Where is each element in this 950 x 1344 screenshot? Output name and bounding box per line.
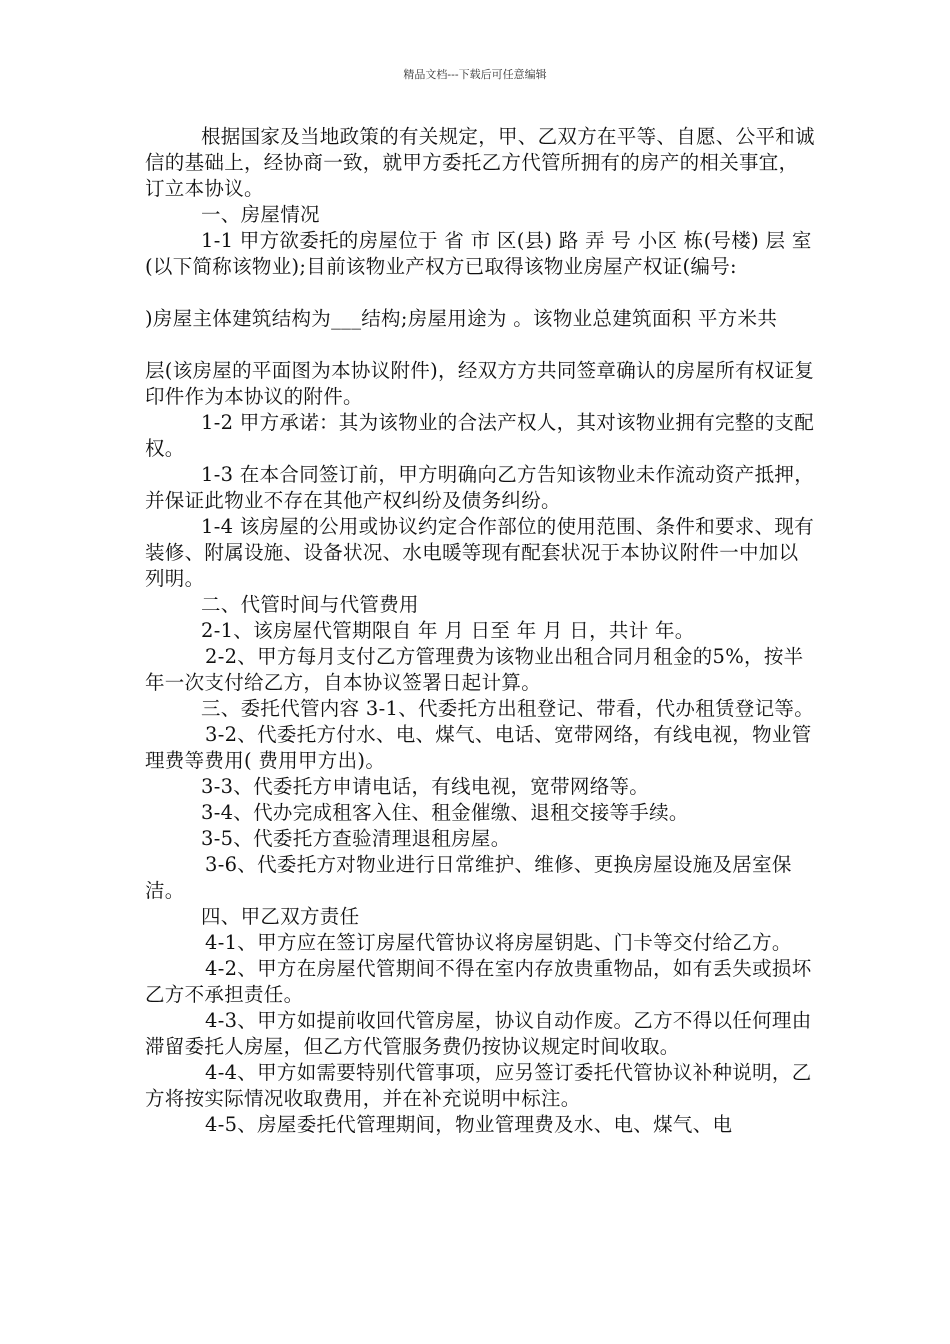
- section-heading-1: 一、房屋情况: [201, 203, 320, 226]
- paragraph-1-4: 1-4 该房屋的公用或协议约定合作部位的使用范围、条件和要求、现有装修、附属设施、设备状况、水电暖等现有配套状况于本协议附件一中加以列明。: [145, 515, 815, 590]
- blank-line: [145, 332, 817, 358]
- paragraph-1-1: 1-1 甲方欲委托的房屋位于 省 市 区(县) 路 弄 号 小区 栋(号楼) 层 室(以下简称该物业);目前该物业产权方已取得该物业房屋产权证(编号:: [145, 229, 812, 278]
- paragraph-3-2: 3-2、代委托方付水、电、煤气、电话、宽带网络，有线电视，物业管理费等费用( 费用甲方出)。: [145, 723, 812, 772]
- paragraph-1-2: 1-2 甲方承诺：其为该物业的合法产权人，其对该物业拥有完整的支配权。: [145, 411, 815, 460]
- blank-line: [145, 280, 817, 306]
- paragraph-4-4: 4-4、甲方如需要特别代管事项，应另签订委托代管协议补种说明，乙方将按实际情况收取费用，并在补充说明中标注。: [145, 1061, 812, 1110]
- paragraph-2-1: 2-1、该房屋代管期限自 年 月 日至 年 月 日，共计 年。: [201, 619, 695, 642]
- page-header: 精品文档---下载后可任意编辑: [403, 68, 547, 81]
- paragraph-floors: 层(该房屋的平面图为本协议附件)，经双方方共同签章确认的房屋所有权证复印件作为本协议的附件。: [145, 359, 815, 408]
- paragraph-4-5: 4-5、房屋委托代管理期间，物业管理费及水、电、煤气、电: [205, 1113, 733, 1136]
- paragraph-4-1: 4-1、甲方应在签订房屋代管协议将房屋钥匙、门卡等交付给乙方。: [205, 931, 792, 954]
- paragraph-intro: 根据国家及当地政策的有关规定，甲、乙双方在平等、自愿、公平和诚信的基础上，经协商一致，就甲方委托乙方代管所拥有的房产的相关事宜，订立本协议。: [145, 125, 815, 200]
- section-heading-3: 三、委托代管内容 3-1、代委托方出租登记、带看，代办租赁登记等。: [201, 697, 815, 720]
- paragraph-1-3: 1-3 在本合同签订前，甲方明确向乙方告知该物业未作流动资产抵押，并保证此物业不存在其他产权纠纷及债务纠纷。: [145, 463, 815, 512]
- paragraph-3-4: 3-4、代办完成租客入住、租金催缴、退租交接等手续。: [201, 801, 689, 824]
- paragraph-structure: )房屋主体建筑结构为___结构;房屋用途为 。该物业总建筑面积 平方米共: [145, 307, 778, 330]
- section-heading-4: 四、甲乙双方责任: [201, 905, 360, 928]
- paragraph-3-5: 3-5、代委托方查验清理退租房屋。: [201, 827, 511, 850]
- paragraph-3-6: 3-6、代委托方对物业进行日常维护、维修、更换房屋设施及居室保洁。: [145, 853, 792, 902]
- section-heading-2: 二、代管时间与代管费用: [201, 593, 419, 616]
- paragraph-4-3: 4-3、甲方如提前收回代管房屋，协议自动作废。乙方不得以任何理由滞留委托人房屋，但乙方代管服务费仍按协议规定时间收取。: [145, 1009, 812, 1058]
- paragraph-2-2: 2-2、甲方每月支付乙方管理费为该物业出租合同月租金的5%，按半年一次支付给乙方，自本协议签署日起计算。: [145, 645, 804, 694]
- document-body: [145, 124, 817, 1138]
- paragraph-3-3: 3-3、代委托方申请电话，有线电视，宽带网络等。: [201, 775, 650, 798]
- paragraph-4-2: 4-2、甲方在房屋代管期间不得在室内存放贵重物品，如有丢失或损坏乙方不承担责任。: [145, 957, 812, 1006]
